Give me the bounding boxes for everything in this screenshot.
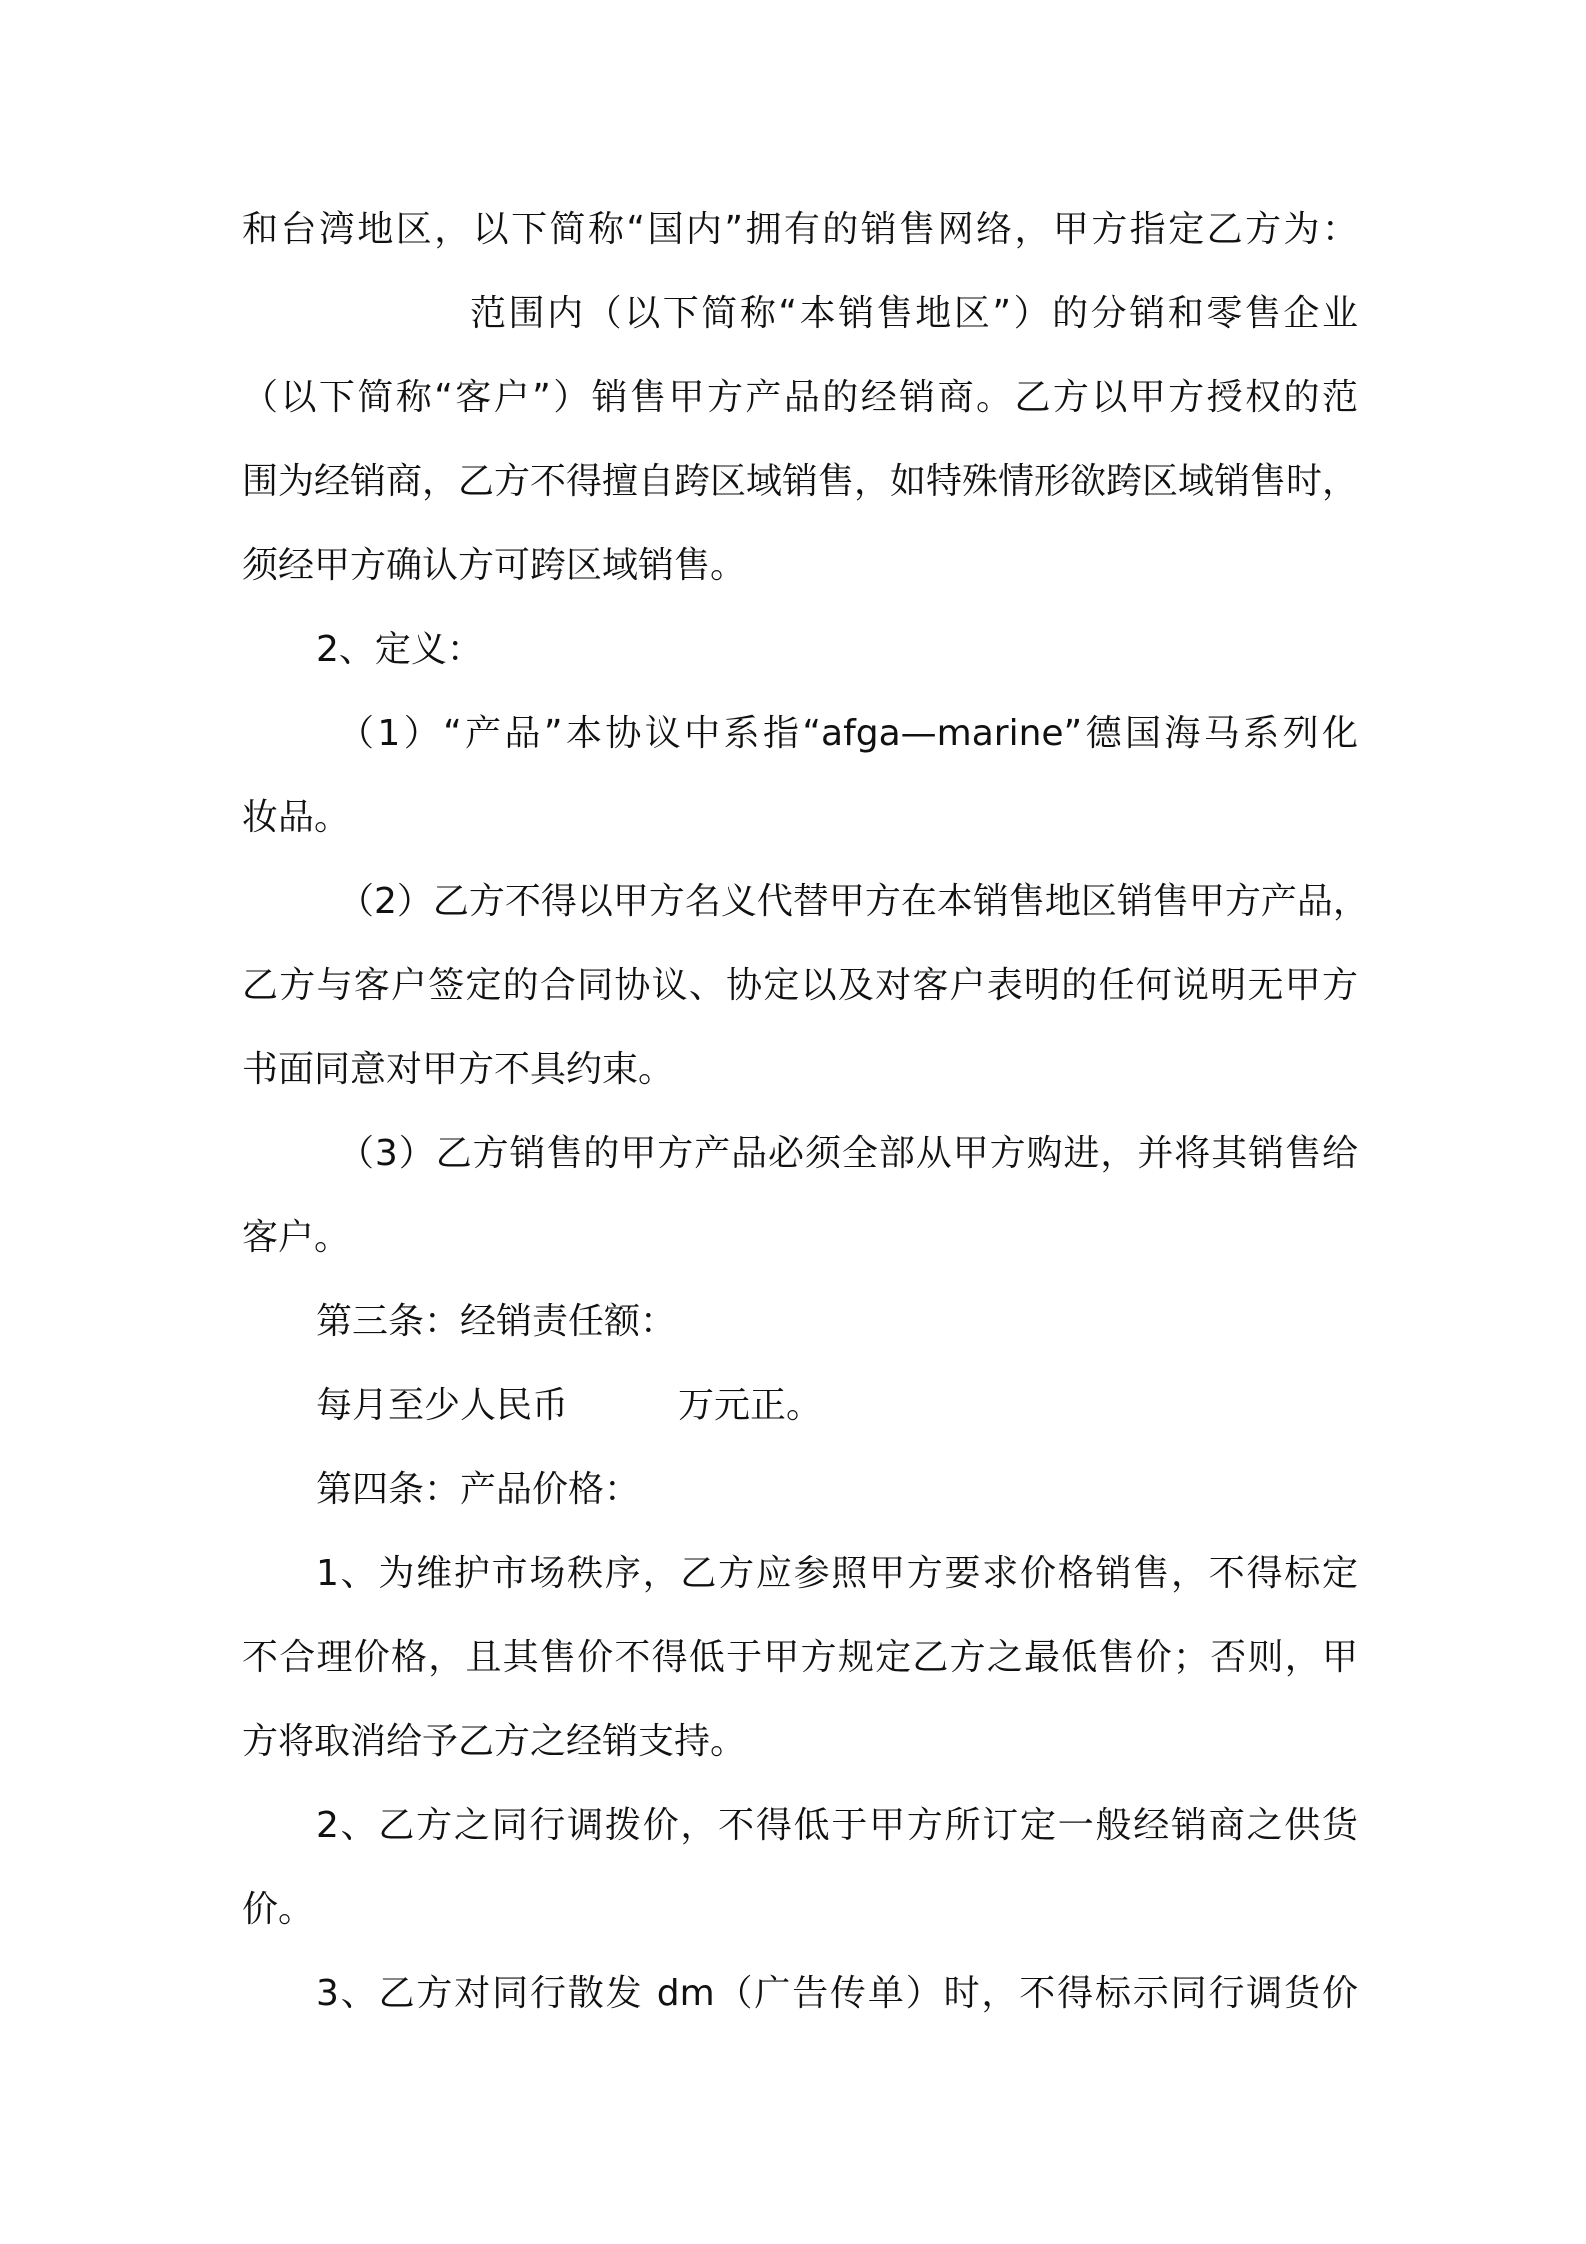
paragraph-line: （3）乙方销售的甲方产品必须全部从甲方购进，并将其销售给: [338, 1133, 1358, 1174]
paragraph-line: 不合理价格，且其售价不得低于甲方规定乙方之最低售价；否则，甲: [242, 1637, 1358, 1678]
paragraph-line: 和台湾地区，以下简称“国内”拥有的销售网络，甲方指定乙方为：: [242, 209, 1358, 250]
section-heading: 第四条：产品价格：: [316, 1469, 641, 1510]
paragraph-line: 价。: [242, 1889, 315, 1930]
section-heading: 2、定义：: [316, 629, 483, 670]
amount-prefix: 每月至少人民币: [316, 1385, 569, 1426]
paragraph-line: 2、乙方之同行调拨价，不得低于甲方所订定一般经销商之供货: [316, 1805, 1358, 1846]
amount-suffix: 万元正。: [678, 1385, 823, 1426]
paragraph-line: 书面同意对甲方不具约束。: [242, 1049, 675, 1090]
paragraph-line: 客户。: [242, 1217, 351, 1258]
paragraph-line: 范围内（以下简称“本销售地区”）的分销和零售企业: [470, 293, 1358, 334]
paragraph-line: （以下简称“客户”）销售甲方产品的经销商。乙方以甲方授权的范: [242, 377, 1358, 418]
paragraph-line: 方将取消给予乙方之经销支持。: [242, 1721, 747, 1762]
paragraph-line: （1）“产品”本协议中系指“afga—marine”德国海马系列化: [338, 713, 1358, 754]
paragraph-line: 3、乙方对同行散发 dm（广告传单）时，不得标示同行调货价: [316, 1973, 1358, 2014]
paragraph-line: 1、为维护市场秩序，乙方应参照甲方要求价格销售，不得标定: [316, 1553, 1358, 1594]
paragraph-line: 乙方与客户签定的合同协议、协定以及对客户表明的任何说明无甲方: [242, 965, 1358, 1006]
paragraph-line: 须经甲方确认方可跨区域销售。: [242, 545, 747, 586]
paragraph-line: 围为经销商，乙方不得擅自跨区域销售，如特殊情形欲跨区域销售时，: [242, 461, 1359, 502]
paragraph-line: [316, 1376, 1358, 1436]
paragraph-line: 妆品。: [242, 797, 351, 838]
section-heading: 第三条：经销责任额：: [316, 1301, 677, 1342]
paragraph-line: （2）乙方不得以甲方名义代替甲方在本销售地区销售甲方产品，: [338, 881, 1369, 922]
